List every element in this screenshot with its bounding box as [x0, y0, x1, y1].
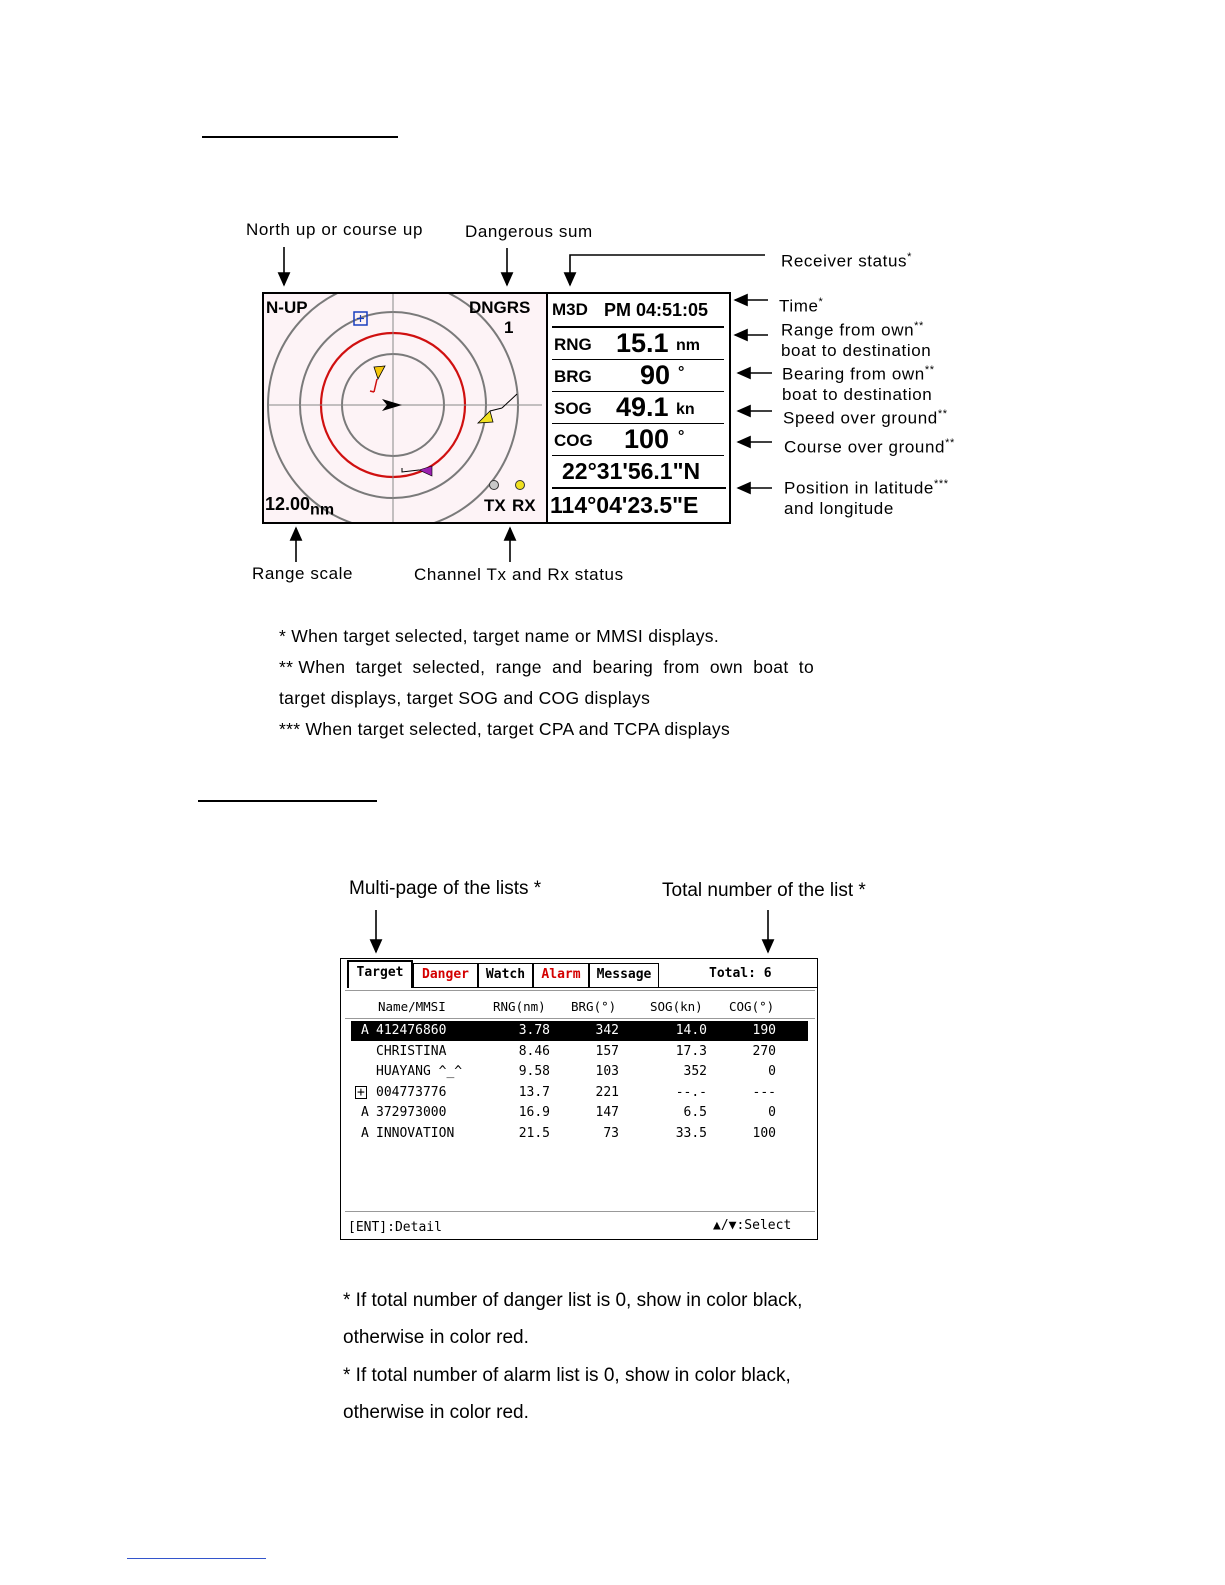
- table-row[interactable]: [351, 1103, 808, 1123]
- orientation-mode: N-UP: [266, 298, 308, 317]
- row-brg: 103: [595, 1064, 619, 1080]
- row-brg: 342: [595, 1023, 619, 1038]
- header-divider: [345, 1018, 815, 1019]
- tx-indicator-icon: [490, 481, 499, 490]
- col-header-cog: COG(°): [729, 999, 775, 1014]
- plotter-note-1: * When target selected, target name or MMSI displays.: [279, 626, 719, 646]
- cog-unit: °: [678, 428, 685, 445]
- target-yellow-top: [370, 366, 385, 392]
- row-brg: 73: [603, 1126, 619, 1141]
- ais-note-3: * If total number of alarm list is 0, show in color black,: [343, 1365, 791, 1386]
- callout-time: Time*: [779, 296, 824, 316]
- row-flag: A: [361, 1023, 369, 1038]
- row-cog: 100: [752, 1126, 776, 1141]
- row-rng: 9.58: [518, 1064, 550, 1080]
- rng-unit: nm: [676, 337, 700, 354]
- rng-label: RNG: [554, 335, 592, 354]
- row-name: 372973000: [376, 1105, 447, 1121]
- callout-sog: Speed over ground**: [783, 408, 948, 428]
- rx-indicator-icon: [516, 481, 525, 490]
- row-cog: ---: [752, 1084, 776, 1100]
- arrow-receiver-status: [570, 255, 765, 285]
- tab-baseline-shadow: [345, 990, 815, 991]
- longitude-value: 114°04'23.5"E: [550, 492, 699, 518]
- tab-baseline: [413, 987, 817, 988]
- row-sog: --.-: [675, 1084, 707, 1100]
- row-name: INNOVATION: [376, 1126, 455, 1141]
- sog-unit: kn: [676, 401, 695, 418]
- footer-link-rule: [127, 1558, 266, 1559]
- sog-value: 49.1: [616, 392, 669, 422]
- radar-view: [264, 294, 546, 522]
- row-sog: 352: [683, 1064, 707, 1080]
- row-name: CHRISTINA: [376, 1043, 447, 1059]
- row-brg: 147: [595, 1105, 619, 1121]
- callout-channel-status: Channel Tx and Rx status: [414, 565, 624, 584]
- ais-callout-arrows: [0, 860, 1225, 960]
- lat-row-divider: [552, 487, 726, 489]
- section-heading-rule-middle: [198, 800, 377, 802]
- rng-row: [552, 328, 724, 360]
- row-flag: A: [361, 1105, 369, 1121]
- footer-detail-hint: [ENT]:Detail: [348, 1220, 442, 1235]
- cog-label: COG: [554, 431, 593, 450]
- row-cog: 0: [768, 1105, 776, 1121]
- row-sog: 33.5: [675, 1126, 707, 1141]
- footer-select-hint: ▲/▼:Select: [713, 1218, 792, 1233]
- callout-total-number: Total number of the list *: [662, 880, 866, 901]
- dngrs-count: 1: [504, 318, 514, 337]
- sog-row: [552, 392, 724, 424]
- col-header-rng: RNG(nm): [493, 999, 546, 1014]
- brg-row: [552, 360, 724, 392]
- tab-watch[interactable]: Watch: [478, 963, 533, 987]
- plotter-note-2: ** When target selected, range and bearing from own boat to: [279, 657, 814, 677]
- brg-label: BRG: [554, 367, 592, 386]
- row-brg: 221: [595, 1084, 619, 1100]
- table-row[interactable]: [351, 1021, 808, 1041]
- table-row[interactable]: [351, 1062, 808, 1082]
- callout-cog: Course over ground**: [784, 437, 955, 457]
- cog-row: [552, 424, 724, 456]
- row-rng: 3.78: [518, 1023, 550, 1038]
- table-row[interactable]: [351, 1042, 808, 1062]
- table-row[interactable]: [351, 1083, 808, 1103]
- tab-target[interactable]: Target: [347, 960, 413, 988]
- callout-range: Range from own** boat to destination: [781, 320, 932, 360]
- panel-divider: [546, 294, 548, 522]
- plotter-note-3: target displays, target SOG and COG displays: [279, 688, 651, 708]
- row-sog: 17.3: [675, 1043, 707, 1059]
- callout-multi-page: Multi-page of the lists *: [349, 878, 542, 899]
- tx-label: TX: [484, 496, 506, 515]
- rx-label: RX: [512, 496, 536, 515]
- row-rng: 16.9: [518, 1105, 550, 1121]
- row-cog: 270: [752, 1043, 776, 1059]
- callout-position: Position in latitude*** and longitude: [784, 478, 949, 518]
- row-rng: 8.46: [518, 1043, 550, 1059]
- dngrs-label: DNGRS: [469, 298, 531, 317]
- brg-value: 90: [640, 360, 671, 390]
- range-scale-value: $12.00_{nm}$: [265, 494, 335, 519]
- plotter-screen: [262, 292, 731, 524]
- row-flag: +: [357, 1084, 365, 1100]
- ais-note-4: otherwise in color red.: [343, 1402, 529, 1423]
- total-count: Total: 6: [709, 966, 772, 981]
- ais-note-2: otherwise in color red.: [343, 1327, 529, 1348]
- col-header-brg: BRG(°): [571, 999, 617, 1014]
- callout-bearing: Bearing from own** boat to destination: [782, 364, 935, 404]
- plotter-note-4: *** When target selected, target CPA and TCPA displays: [279, 719, 731, 739]
- col-header-name: Name/MMSI: [378, 999, 446, 1014]
- row-cog: 190: [752, 1023, 776, 1038]
- callout-dangerous-sum: Dangerous sum: [465, 222, 593, 241]
- row-cog: 0: [768, 1064, 776, 1080]
- footer-divider: [345, 1211, 815, 1212]
- cog-value: 100: [624, 424, 670, 454]
- target-yellow-right: [478, 394, 517, 423]
- tab-message[interactable]: Message: [589, 963, 659, 987]
- row-rng: 13.7: [518, 1084, 550, 1100]
- rng-value: 15.1: [616, 328, 669, 358]
- col-header-sog: SOG(kn): [650, 999, 703, 1014]
- row-rng: 21.5: [518, 1126, 550, 1141]
- brg-unit: °: [678, 364, 685, 381]
- row-sog: 6.5: [683, 1105, 707, 1121]
- ais-list-screen: [340, 958, 818, 1240]
- row-name: 004773776: [376, 1084, 447, 1100]
- tab-danger[interactable]: Danger: [413, 963, 478, 987]
- target-purple: [402, 466, 432, 476]
- row-brg: 157: [595, 1043, 619, 1059]
- row-name: HUAYANG ^_^: [376, 1064, 463, 1080]
- table-row[interactable]: [351, 1124, 808, 1144]
- latitude-value: 22°31'56.1"N: [562, 458, 701, 484]
- row-flag: A: [361, 1126, 369, 1141]
- row-sog: 14.0: [675, 1023, 707, 1038]
- callout-north-up: North up or course up: [246, 220, 424, 239]
- row-name: 412476860: [376, 1023, 447, 1038]
- callout-range-scale: Range scale: [252, 564, 354, 583]
- time-value: PM 04:51:05: [604, 300, 709, 320]
- tab-alarm[interactable]: Alarm: [533, 963, 589, 987]
- callout-receiver-status: Receiver status*: [781, 251, 913, 271]
- sog-label: SOG: [554, 399, 592, 418]
- receiver-status-value: M3D: [552, 300, 588, 319]
- ais-note-1: * If total number of danger list is 0, show in color black,: [343, 1290, 803, 1311]
